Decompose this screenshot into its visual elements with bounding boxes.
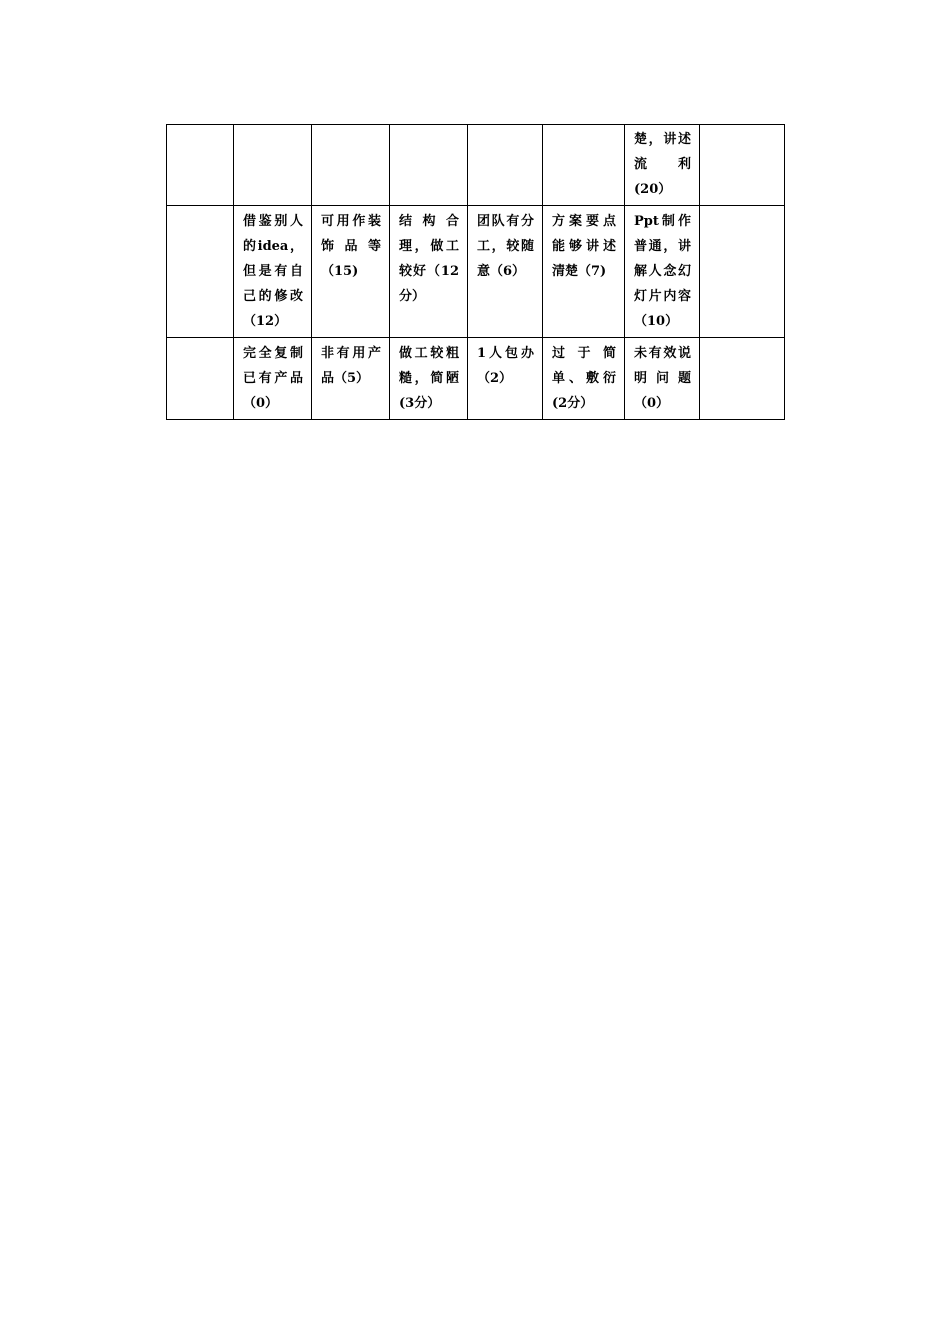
table-cell: 完全复制已有产品（0） [234,338,312,420]
table-cell: 结构合理，做工较好（12分） [390,206,468,338]
table-cell [543,125,625,206]
table-cell: Ppt制作普通，讲解人念幻灯片内容（10） [625,206,700,338]
table-cell [700,206,785,338]
table-cell: 借鉴别人的idea，但是有自己的修改（12） [234,206,312,338]
table-cell: 过于简单、敷衍(2分） [543,338,625,420]
table-row [167,338,785,420]
table-cell: 非有用产品（5） [312,338,390,420]
table-cell [234,125,312,206]
table-cell: 可用作装饰品等（15) [312,206,390,338]
table-cell: 方案要点能够讲述清楚（7) [543,206,625,338]
table-cell [167,338,234,420]
rubric-table [166,124,785,420]
table-cell: 1人包办（2） [468,338,543,420]
table-cell [700,125,785,206]
table-cell [312,125,390,206]
table-row [167,125,785,206]
table-cell: 团队有分工，较随意（6） [468,206,543,338]
table-cell [468,125,543,206]
table-row [167,206,785,338]
table-cell [700,338,785,420]
table-cell: 楚，讲述流 利(20） [625,125,700,206]
table-cell [167,206,234,338]
table-cell: 做工较粗糙，简陋(3分） [390,338,468,420]
table-cell [167,125,234,206]
table-cell [390,125,468,206]
table-cell: 未有效说明问题（0） [625,338,700,420]
